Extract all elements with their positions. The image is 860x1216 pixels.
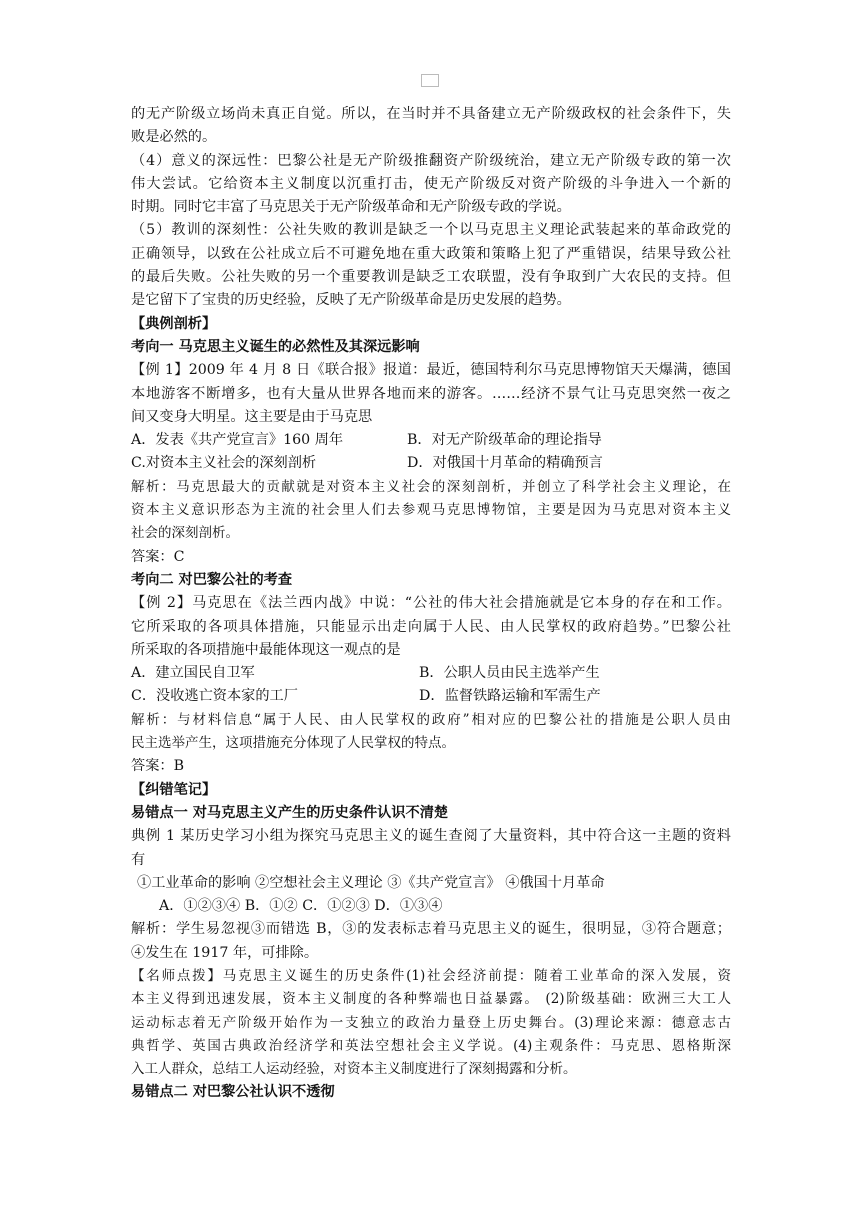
section-heading: 【典例剖析】 [131, 315, 217, 332]
analysis-line: 社会的深刻剖析。 [131, 525, 239, 542]
paragraph-line: （4）意义的深远性：巴黎公社是无产阶级推翻资产阶级统治，建立无产阶级专政的第一次 [131, 152, 731, 169]
paragraph-line: 间又变身大明星。这主要是由于马克思 [131, 408, 373, 425]
option-b: B．对无产阶级革命的理论指导 [407, 432, 602, 449]
option-a: A．建立国民自卫军 [131, 665, 255, 682]
paragraph-line: 【例 2】马克思在《法兰西内战》中说：“公社的伟大社会措施就是它本身的存在和工作。 [131, 595, 731, 612]
paragraph-line: 所采取的各项措施中最能体现这一观点的是 [131, 641, 401, 658]
options-row [131, 662, 731, 685]
document-body [131, 103, 731, 1105]
answer-line: 答案：C [131, 548, 185, 565]
tip-line: 入工人群众，总结工人运动经验，对资本主义制度进行了深刻揭露和分析。 [131, 1061, 577, 1078]
paragraph-line: 败是必然的。 [131, 129, 217, 146]
paragraph-line: （5）教训的深刻性：公社失败的教训是缺乏一个以马克思主义理论武装起来的革命政党的 [131, 222, 731, 239]
options-row [131, 685, 731, 708]
tip-line: 【名师点拨】马克思主义诞生的历史条件(1)社会经济前提：随着工业革命的深入发展，资 [131, 967, 731, 984]
analysis-line: 解析：学生易忽视③而错选 B，③的发表标志着马克思主义的诞生，很明显，③符合题意； [131, 921, 731, 938]
analysis-line: 资本主义意识形态为主流的社会里人们去参观马克思博物馆，主要是因为马克思对资本主义 [131, 502, 731, 519]
paragraph-line: 典例 1 某历史学习小组为探究马克思主义的诞生查阅了大量资料，其中符合这一主题的资料 [131, 828, 731, 845]
paragraph-line: 本地游客不断增多，也有大量从世界各地而来的游客。……经济不景气让马克思突然一夜之 [131, 385, 731, 402]
answer-line: 答案：B [131, 758, 184, 775]
option-b: B．公职人员由民主选举产生 [419, 665, 600, 682]
tip-line: 典哲学、英国古典政治经济学和英法空想社会主义学说。(4)主观条件：马克思、恩格斯深 [131, 1037, 731, 1054]
paragraph-line: 的最后失败。公社失败的另一个重要教训是缺乏工农联盟，没有争取到广大农民的支持。但 [131, 269, 731, 286]
analysis-line: 解析：与材料信息“属于人民、由人民掌权的政府”相对应的巴黎公社的措施是公职人员由 [131, 711, 731, 728]
options-row [131, 452, 731, 475]
tip-line: 运动标志着无产阶级开始作为一支独立的政治力量登上历史舞台。(3)理论来源：德意志古 [131, 1014, 731, 1031]
paragraph-line: 正确领导，以致在公社成立后不可避免地在重大政策和策略上犯了严重错误，结果导致公社 [131, 245, 731, 262]
analysis-line: 解析：马克思最大的贡献就是对资本主义社会的深刻剖析，并创立了科学社会主义理论，在 [131, 478, 731, 495]
paragraph-line: 伟大尝试。它给资本主义制度以沉重打击，使无产阶级反对资产阶级的斗争进入一个新的 [131, 175, 731, 192]
header-marker [421, 74, 439, 87]
paragraph-line: 时期。同时它丰富了马克思关于无产阶级革命和无产阶级专政的学说。 [131, 199, 571, 216]
option-a: A．发表《共产党宣言》160 周年 [131, 432, 344, 449]
subsection-heading: 易错点一 对马克思主义产生的历史条件认识不清楚 [131, 804, 449, 821]
option-d: D．对俄国十月革命的精确预言 [407, 455, 603, 472]
subsection-heading: 考向二 对巴黎公社的考查 [131, 571, 293, 588]
option-d: D．监督铁路运输和军需生产 [419, 688, 601, 705]
analysis-line: ④发生在 1917 年，可排除。 [131, 944, 319, 961]
paragraph-line: 它所采取的各项具体措施，只能显示出走向属于人民、由人民掌权的政府趋势。”巴黎公社 [131, 618, 731, 635]
subsection-heading: 考向一 马克思主义诞生的必然性及其深远影响 [131, 338, 420, 355]
options-row [131, 429, 731, 452]
option-c: C．没收逃亡资本家的工厂 [131, 688, 298, 705]
option-c: C.对资本主义社会的深刻剖析 [131, 455, 317, 472]
paragraph-line: 是它留下了宝贵的历史经验，反映了无产阶级革命是历史发展的趋势。 [131, 292, 571, 309]
options-line: A．①②③④ B．①② C．①②③ D．①③④ [159, 898, 443, 915]
tip-line: 本主义得到迅速发展，资本主义制度的各种弊端也日益暴露。 (2)阶级基础：欧洲三大工人 [131, 991, 731, 1008]
choices-line: ①工业革命的影响 ②空想社会主义理论 ③《共产党宣言》 ④俄国十月革命 [137, 874, 605, 891]
subsection-heading: 易错点二 对巴黎公社认识不透彻 [131, 1084, 335, 1101]
analysis-line: 民主选举产生，这项措施充分体现了人民掌权的特点。 [131, 735, 455, 752]
paragraph-line: 有 [131, 851, 146, 868]
section-heading: 【纠错笔记】 [131, 781, 217, 798]
paragraph-line: 的无产阶级立场尚未真正自觉。所以，在当时并不具备建立无产阶级政权的社会条件下，失 [131, 106, 731, 122]
paragraph-line: 【例 1】2009 年 4 月 8 日《联合报》报道：最近，德国特利尔马克思博物馆天天爆满，德国 [131, 362, 731, 379]
